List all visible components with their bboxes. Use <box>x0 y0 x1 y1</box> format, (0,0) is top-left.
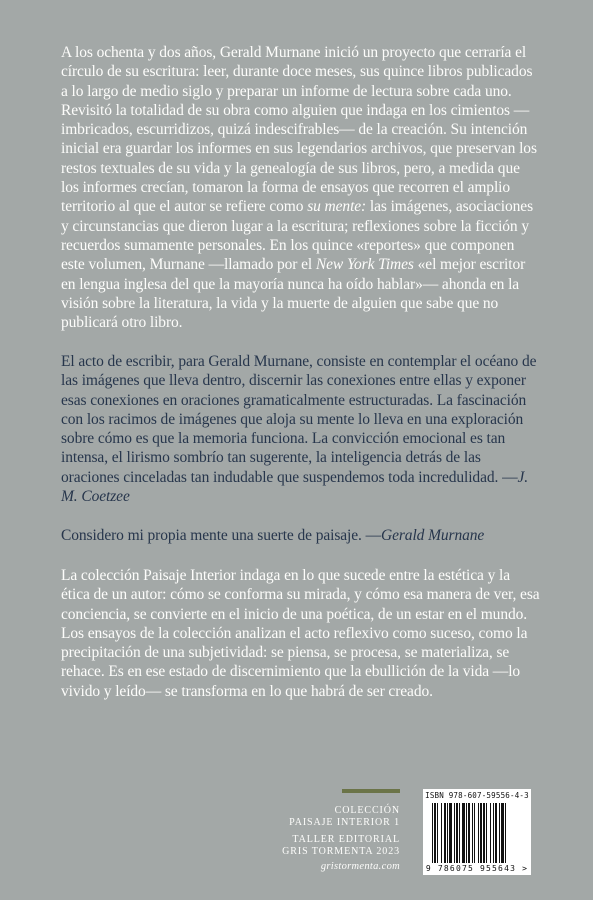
coetzee-quote-text: El acto de escribir, para Gerald Murnane, consiste en contemplar el océano de las imágenes que lleva dentro, discernir las conexiones entre ellas y exponer esas conexiones en oraciones gramaticalmente estructuradas. La fascinación con los racimos de imágenes que aloja su mente lo lleva en una exploración sobre cómo es que la memoria funciona. La convicción emocional es tan intensa, el lirismo sombrío tan sugerente, la inteligencia detrás de las oraciones cinceladas tan indudable que suspendemos toda incredulidad. — <box>61 353 537 486</box>
barcode-bar <box>454 803 455 863</box>
accent-bar <box>342 789 400 793</box>
murnane-quote <box>61 526 541 545</box>
barcode-bar <box>495 803 497 863</box>
murnane-quote-text: Considero mi propia mente una suerte de paisaje. — <box>61 527 381 544</box>
barcode-bar <box>432 803 433 863</box>
barcode-bar <box>434 803 436 863</box>
barcode-bar <box>456 803 458 863</box>
barcode-bar <box>480 803 482 863</box>
ean-digits: 9 786075 955643 > <box>423 864 531 873</box>
collection-label <box>270 805 400 829</box>
barcode-bar <box>501 803 504 863</box>
barcode-bar <box>437 803 438 863</box>
barcode-bar <box>441 803 442 863</box>
barcode-bar <box>493 803 494 863</box>
barcode-bar <box>462 803 465 863</box>
isbn-label: ISBN 978-607-59556-4-3 <box>425 791 529 800</box>
synopsis-text-c: «el mejor escritor en lengua inglesa del que la mayoría nunca ha oído hablar»— ahonda en la visión sobre la literatura, la vida y la muerte de alguien que sabe que no publicará otro libro. <box>61 256 526 332</box>
coetzee-quote <box>61 352 541 506</box>
barcode-bar <box>474 803 475 863</box>
barcode-bars <box>423 789 531 875</box>
barcode-bar <box>444 803 446 863</box>
synopsis-paragraph <box>61 43 541 332</box>
isbn-barcode <box>423 789 531 875</box>
publisher-label-line2: GRIS TORMENTA 2023 <box>282 846 400 857</box>
barcode-bar <box>478 803 479 863</box>
barcode-bar <box>449 803 452 863</box>
barcode-bar <box>447 803 448 863</box>
publisher-label <box>270 834 400 858</box>
publisher-label-line1: TALLER EDITORIAL <box>292 834 400 845</box>
barcode-bar <box>466 803 467 863</box>
synopsis-text-b: las imágenes, asociaciones y circunstancias que dieron lugar a la escritura; reflexiones sobre la ficción y recuerdos sumamente personales. En los quince «reportes» que componen este volumen, Murnane —llamado por el <box>61 198 534 274</box>
collection-label-line2: PAISAJE INTERIOR 1 <box>289 817 400 828</box>
publisher-website: gristormenta.com <box>320 861 400 872</box>
barcode-bar <box>486 803 487 863</box>
collection-description: La colección Paisaje Interior indaga en lo que sucede entre la estética y la ética de un autor: cómo se conforma su mirada, y cómo esa manera de ver, esa conciencia, se convierte en el inicio de una poética, de un estar en el mundo. Los ensayos de la colección analizan el acto reflexivo como suceso, como la precipitación de una subjetividad: se piensa, se procesa, se materializa, se rehace. Es en ese estado de discernimiento que la ebullición de la vida —lo vivido y leído— se transforma en lo que habrá de ser creado. <box>61 567 540 700</box>
synopsis-text-a: A los ochenta y dos años, Gerald Murnane inició un proyecto que cerraría el círculo de su escritura: leer, durante doce meses, sus quince libros publicados a lo largo de medio siglo y preparar un informe de lectura sobre cada uno. Revisitó la totalidad de su obra como alguien que indaga en los cimientos —imbricados, escurridizos, quizá indescifrables— de la creación. Su intención inicial era guardar los informes en sus legendarios archivos, que preservan los restos textuales de su vida y la genealogía de sus libros, pero, a medida que los informes crecían, tomaron la forma de ensayos que recorren el amplio territorio al que el autor se refiere como <box>61 44 537 216</box>
barcode-bar <box>459 803 460 863</box>
synopsis-emphasis-nyt: New York Times <box>315 256 414 274</box>
collection-label-line1: COLECCIÓN <box>334 805 400 816</box>
coetzee-quote-author: J. M. Coetzee <box>61 468 529 506</box>
barcode-bar <box>472 803 473 863</box>
murnane-quote-author: Gerald Murnane <box>380 527 485 544</box>
barcode-bar <box>505 803 506 863</box>
barcode-bar <box>490 803 491 863</box>
barcode-bar <box>499 803 500 863</box>
synopsis-emphasis-su-mente: su mente: <box>307 198 367 216</box>
barcode-bar <box>468 803 470 863</box>
barcode-bar <box>483 803 485 863</box>
